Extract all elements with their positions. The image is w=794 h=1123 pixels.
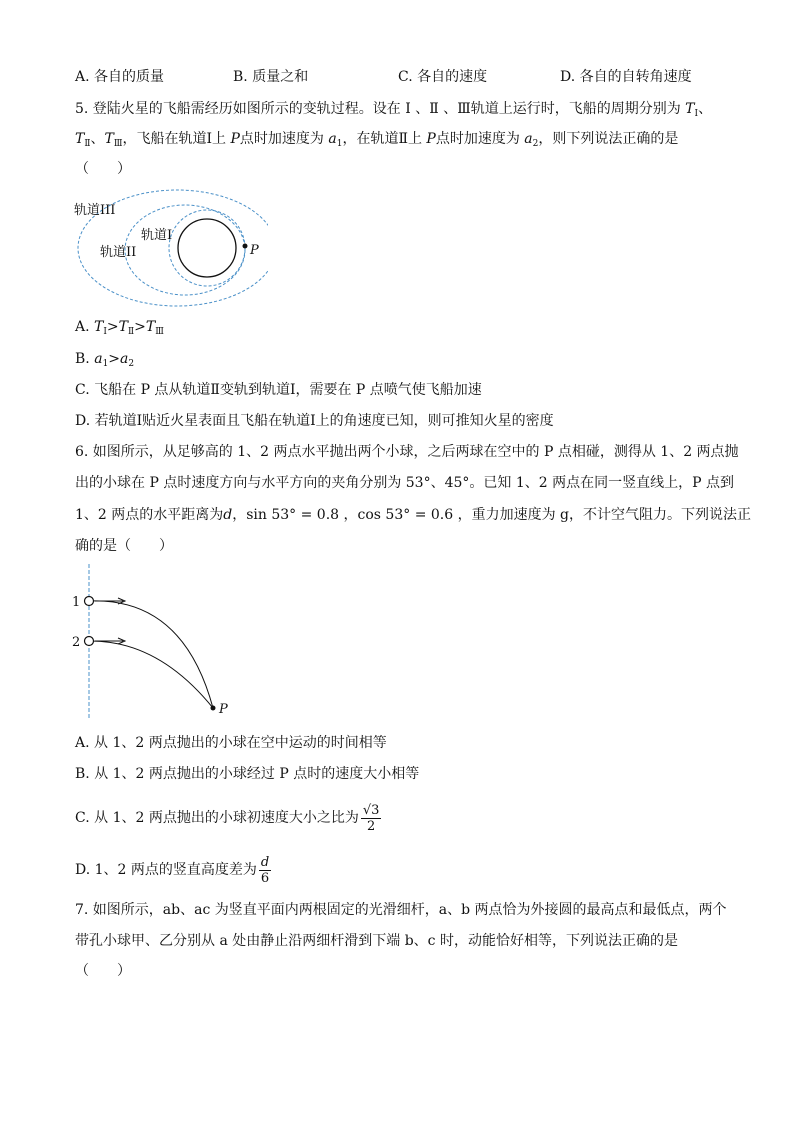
trajectory-1 (89, 601, 213, 708)
q6-stem-line2: 出的小球在 P 点时速度方向与水平方向的夹角分别为 53°、45°。已知 1、2 两点在同一竖直线上，P 点到 (75, 475, 734, 491)
label-point-1: 1 (72, 595, 81, 610)
label-point-p: P (219, 702, 228, 717)
point-p-dot (211, 706, 216, 711)
label-point-2: 2 (72, 635, 81, 650)
q5-option-b: B. $a_1>a_2$ (75, 351, 135, 369)
q6-option-a: A. 从 1、2 两点抛出的小球在空中运动的时间相等 (75, 735, 387, 751)
ball-1 (85, 597, 94, 606)
mars-circle (178, 219, 236, 277)
ball-2 (85, 637, 94, 646)
fraction-d-over-6: $\frac{d}{6}$ (260, 854, 270, 886)
q6-option-c: C. 从 1、2 两点抛出的小球初速度大小之比为 $\frac{√3}{2}$ (75, 802, 380, 834)
q5-option-a: A. $T_Ⅰ>T_Ⅱ>T_Ⅲ$ (75, 319, 164, 337)
point-p-dot (243, 244, 248, 249)
q5-stem-line2: $T_Ⅱ$、$T_Ⅲ$，飞船在轨道Ⅰ上 P点时加速度为 $a_1$，在轨道Ⅱ上 P点时加速度为 $a_2$，则下列说法正确的是 (75, 131, 679, 149)
label-orbit-II: 轨道II (100, 245, 137, 260)
label-orbit-I: 轨道I (141, 228, 173, 243)
q7-stem-line2: 带孔小球甲、乙分别从 a 处由静止沿两细杆滑到下端 b、c 时，动能恰好相等，下列说法正确的是 (75, 933, 678, 949)
q4-option-c: C. 各自的速度 (398, 69, 488, 85)
label-point-p: P (250, 243, 259, 258)
label-orbit-III: 轨道III (74, 203, 116, 218)
q5-option-d: D. 若轨道Ⅰ贴近火星表面且飞船在轨道Ⅰ上的角速度已知，则可推知火星的密度 (75, 413, 554, 429)
q6-projectile-diagram (68, 562, 248, 722)
q4-option-d: D. 各自的自转角速度 (560, 69, 692, 85)
q6-stem-line1: 6. 如图所示，从足够高的 1、2 两点水平抛出两个小球，之后两球在空中的 P 点相碰，测得从 1、2 两点抛 (75, 444, 739, 460)
q5-option-c: C. 飞船在 P 点从轨道Ⅱ变轨到轨道Ⅰ，需要在 P 点喷气使飞船加速 (75, 382, 482, 398)
q6-stem-line3: 1、2 两点的水平距离为d，sin 53° = 0.8 ，cos 53° = 0.6 ，重力加速度为 g，不计空气阻力。下列说法正 (75, 507, 751, 523)
q5-stem-line1: 5. 登陆火星的飞船需经历如图所示的变轨过程。设在 Ⅰ 、Ⅱ 、Ⅲ轨道上运行时，飞船的周期分别为 $T_Ⅰ$、 (75, 101, 713, 119)
q5-answer-paren: （ ） (75, 161, 131, 177)
trajectory-2 (89, 641, 213, 708)
q6-option-b: B. 从 1、2 两点抛出的小球经过 P 点时的速度大小相等 (75, 766, 420, 782)
q7-stem-line1: 7. 如图所示，ab、ac 为竖直平面内两根固定的光滑细杆，a、b 两点恰为外接圆的最高点和最低点，两个 (75, 902, 727, 918)
q4-option-a: A. 各自的质量 (75, 69, 165, 85)
fraction-sqrt3-over-2: $\frac{√3}{2}$ (362, 802, 380, 834)
q4-options (0, 66, 794, 86)
q6-option-d: D. 1、2 两点的竖直高度差为 $\frac{d}{6}$ (75, 854, 270, 886)
q5-orbit-diagram (68, 182, 268, 322)
q6-stem-line4: 确的是（ ） (75, 538, 173, 554)
q7-answer-paren: （ ） (75, 963, 131, 979)
q4-option-b: B. 质量之和 (233, 69, 309, 85)
